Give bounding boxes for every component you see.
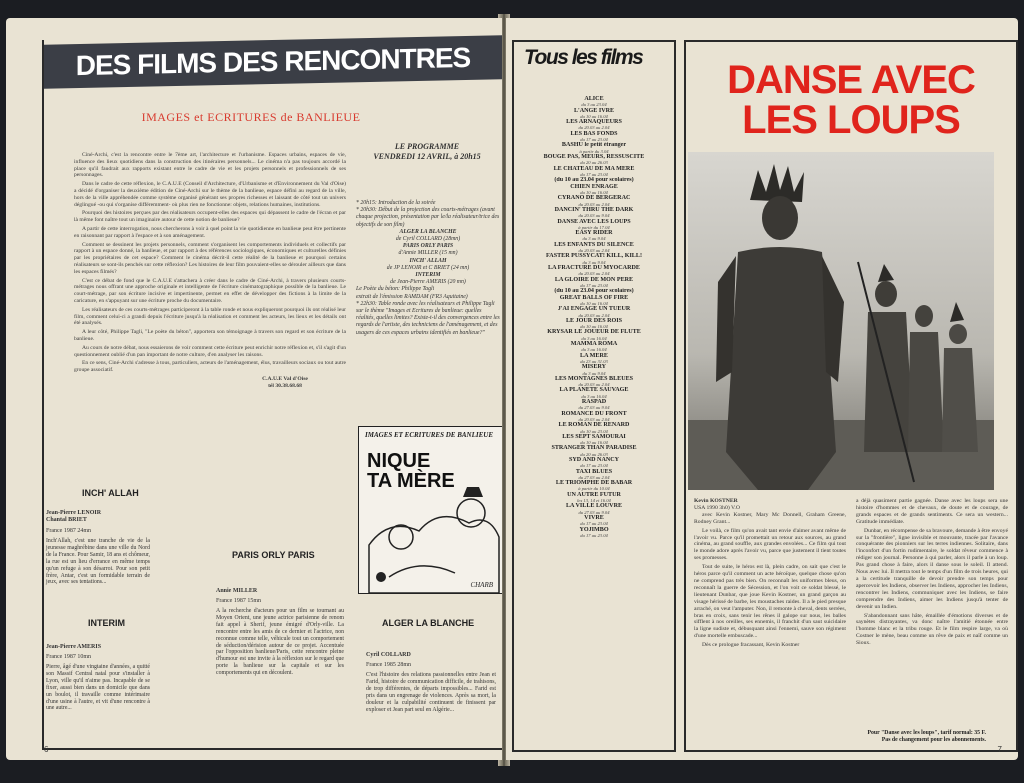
- film-list-title-text: UN AUTRE FUTUR: [567, 491, 621, 498]
- program-line: * 20h15: Introduction de la soirée: [356, 200, 436, 206]
- cartoon-signature: CHARB: [470, 581, 493, 589]
- intro-paragraph: Pourquoi des histoires perçues par des réalisateurs occupent-elles des espaces qui dépassent le cadre de l'écran et par là même font naître tout un imaginaire autour de cette notion de banlieue?: [74, 210, 346, 224]
- film-list-title-text: LE CHATEAU DE MA MERE: [553, 165, 635, 172]
- page-banner-title: DES FILMS DES RENCONTRES: [44, 35, 502, 89]
- film-list-title-text: EASY RIDER: [575, 230, 613, 237]
- film-list-dates: du 20.03 au 2.04: [578, 248, 610, 254]
- film-list-title-text: GREAT BALLS OF FIRE: [559, 294, 629, 301]
- feature-title-line: DANSE AVEC: [727, 58, 975, 102]
- film-list-item: [518, 329, 670, 341]
- film-list-item: [518, 492, 670, 504]
- film-list-item: [518, 353, 670, 365]
- film-description: C'est l'histoire des relations passionnelles entre Jean et Farid, histoire de communication difficile, de trahisons, de trop différentes, de départs impossibles... Farid est pris dans un engrenage de violences. Après sa mort, la douleur et la culpabilité continuent de finissent par exploser et Jean part seul en Algérie...: [366, 672, 496, 713]
- film-list-dates: du 20 au 26.03: [580, 451, 608, 457]
- film-description: A la recherche d'acteurs pour un film se tournant au Moyen Orient, une jeune actrice parisienne de renom fait appel à Sherif, jeune émigré d'Orly-ville. La rencontre entre les amis de ce dernier et l'actrice, non reconnue comme telle, véhicule tout un comportement de séduction/dérision autour de ce projet. Accentuée par l'opposition banlieue/Paris, cette rencontre pleine d'humour est une invite à la réflexion sur le regard que porte la banlieue sur la capitale et sur les comportements qui en découlent.: [216, 608, 344, 677]
- film-list-title-text: LA PLANETE SAUVAGE: [559, 387, 629, 394]
- intro-paragraph: Au cours de notre débat, nous essaierons de voir comment cette écriture peut enrichir notre réflexion et, s'il s'agit d'un questionnement oublié d'un pan important de notre culture, d'en analyser les raisons.: [74, 344, 346, 358]
- film-heading: INTERIM: [88, 618, 125, 628]
- film-list-dates: du 20.03 au 2.04: [578, 201, 610, 207]
- film-list-title-text: CHIEN ENRAGE: [570, 183, 618, 190]
- program-list: [356, 200, 500, 337]
- feature-director: Kevin KOSTNER: [694, 498, 738, 504]
- film-list-dates: du 23 au 31.03: [580, 358, 608, 364]
- program-line: d'Annie MILLER (15 mn): [398, 250, 458, 257]
- film-meta: France 1985 28mn: [366, 662, 411, 668]
- film-list-item: [518, 318, 670, 330]
- intro-paragraph: En ce sens, Ciné-Archi s'adresse à tous, particuliers, acteurs de l'aménagement, élus, travailleurs sociaux ou tout autre groupe associatif.: [74, 360, 346, 374]
- film-list-title-text: RASPAD: [581, 399, 607, 406]
- film-list-dates: du 17 au 23.04: [580, 463, 608, 469]
- price-note: Pour "Danse avec les loups", tarif normal: 35 F.: [867, 730, 986, 736]
- film-list-title-text: DANCIN' THRU THE DARK: [554, 206, 634, 213]
- film-list-item: [518, 480, 670, 492]
- feature-column-2: [856, 498, 1008, 649]
- subscription-note: Pas de changement pour les abonnements.: [881, 737, 986, 743]
- intro-paragraph: Comment se dessinent les projets personnels, comment s'organisent les comportements individuels et collectifs par rapport à un espace donné, la banlieue, et par rapport à des références sociologiques, économiques et culturelles définies par les propriétaires de cet espace? Comment le cinéma décrit-il cette réalité de la banlieue et pourquoi certains réalisateurs se sont-ils penchés sur cette réflexion? Les histoires de leur film pouvaient-elles se dérouler ailleurs que dans les espaces filmés?: [74, 241, 346, 275]
- film-list-dates: du 17 au 23.04: [580, 532, 608, 538]
- film-still-image: [688, 152, 994, 490]
- film-list-item: [518, 177, 670, 184]
- film-list-item: [518, 364, 670, 376]
- film-credits: Jean-Pierre LENOIR Chantal BRIET: [46, 510, 102, 523]
- program-line: Le Poète du béton: Philippe Tagli: [356, 286, 435, 293]
- film-list-dates: du 20.03 au 2.04: [578, 312, 610, 318]
- film-list-item: [518, 288, 670, 295]
- film-list-item: [518, 230, 670, 242]
- signature-phone: tél 30.38.68.68: [268, 382, 302, 389]
- film-list-item: [518, 108, 670, 120]
- intro-paragraph: A partir de cette interrogation, nous chercherons à voir à quel point la vie quotidienne en banlieue peut être pertinente en raisonnant par rapport à l'espace et à son aménagement.: [74, 225, 346, 239]
- film-list-dates: du 17 au 23.04: [580, 171, 608, 177]
- film-list-title-text: LE JOUR DES ROIS: [565, 317, 623, 324]
- film-list-title-text: YOJIMBO: [579, 526, 609, 533]
- film-list-title-text: MISERY: [581, 364, 607, 371]
- film-list-dates: du 20.03 au 2.04: [578, 416, 610, 422]
- film-credits: Cyril COLLARD: [366, 652, 411, 658]
- film-list-title-text: MAMMA ROMA: [570, 341, 618, 348]
- program-line: PARIS ORLY PARIS: [402, 243, 454, 250]
- film-list-item: [518, 434, 670, 446]
- film-list-title-text: KRYSAR LE JOUEUR DE FLUTE: [547, 329, 641, 336]
- film-list-item: [518, 242, 670, 254]
- feature-paragraph: Dunbar, en récompense de sa bravoure, demande à être envoyé sur la "frontière", ligne invisible et mouvante, tracée par l'avance conquérante des pionniers sur les terres indiennes. Solitaire, dans l'inconfort d'un fortin rudimentaire, le soldat rêveur commence à rédiger son journal. Personne à qui parler, alors il parle à un loup. Pas grand chose à faire, alors il danse sous le soleil. Il attend. Nous avec lui. Il mettra tout le temps d'un film de trois heures, qui a la certitude tranquille de devoir prendre son temps pour apercevoir les Indiens, observer les Indiens, approcher les Indiens, rencontrer les Indiens, communiquer avec les Indiens, se faire comprendre des Indiens, aimer les Indiens jusqu'à tenter de devenir un Indien.: [856, 527, 1008, 610]
- film-list-item: [518, 422, 670, 434]
- film-list-item: [518, 207, 670, 219]
- film-list: [518, 96, 670, 538]
- film-meta: France 1987 24mn: [46, 528, 91, 534]
- film-list-title-text: VIVRE: [584, 514, 604, 521]
- film-list-dates: du 27.03 au 2.04: [578, 474, 610, 480]
- cartoon-caption: IMAGES ET ECRITURES DE BANLIEUE: [365, 431, 493, 439]
- intro-paragraph: A leur côté, Philippe Tagli, "Le poète du béton", apportera son témoignage à travers son regard et son écriture de la banlieue.: [74, 329, 346, 342]
- film-list-item: [518, 341, 670, 353]
- film-list-dates: à partir du 17.04: [578, 224, 610, 230]
- left-page: [6, 18, 502, 760]
- film-meta: France 1987 10mn: [46, 654, 91, 660]
- film-list-dates: du 3 au 16.04: [581, 347, 607, 353]
- film-list-item: [518, 503, 670, 515]
- program-line: ALGER LA BLANCHE: [399, 228, 457, 235]
- film-list-item: [518, 96, 670, 108]
- film-list-title-text: BOUGE PAS, MEURS, RESSUSCITE: [543, 153, 645, 160]
- film-description: Pierre, âgé d'une vingtaine d'années, a quitté son Massif Central natal pour s'installer à Lyon, ville qu'il n'aime pas. Incapable de se fixer, aussi bien dans un domicile que dans un boulot, il travaille comme intérimaire d'une usine à l'autre, et vit d'une rencontre à une autre...: [46, 664, 150, 712]
- program-line: * 22h30: Table ronde avec les réalisateurs et Philippe Tagli sur le thème "Images et Ecritures de banlieue: quelles réalités, quelles limites? Existe-t-il des convergences entre les regards de l'artiste, des techniciens de l'aménagement, et des usagers de ces espaces urbains identifiés en banlieue?": [356, 300, 500, 336]
- film-still-photo: [688, 152, 994, 490]
- right-page: [506, 18, 1018, 760]
- film-list-item: [518, 469, 670, 481]
- film-list-dates: du 3 au 9.04: [582, 259, 606, 265]
- feature-title-line: LES LOUPS: [742, 98, 960, 142]
- film-list-title-text: (du 10 au 23.04 pour scolaires): [554, 288, 634, 295]
- film-heading: PARIS ORLY PARIS: [232, 550, 315, 560]
- film-list-title: Tous les films: [524, 46, 643, 69]
- film-list-dates: du 10 au 16.04: [580, 113, 608, 119]
- film-list-title-text: ROMANCE DU FRONT: [561, 410, 627, 417]
- feature-article: [684, 40, 1018, 752]
- film-list-dates: du 17 au 23.04: [580, 137, 608, 143]
- film-list-title-text: SYD AND NANCY: [568, 457, 620, 463]
- feature-title: [686, 60, 1016, 140]
- film-list-dates: du 10 au 16.04: [580, 324, 608, 330]
- film-list-dates: du 20.03 au 9.04: [578, 213, 610, 219]
- film-list-dates: du 3 au 9.04: [582, 370, 606, 376]
- film-list-title-text: LES MONTAGNES BLEUES: [554, 375, 634, 382]
- film-list-item: [518, 277, 670, 289]
- film-list-title-text: TAXI BLUES: [575, 468, 613, 475]
- magazine-spread: [4, 4, 1020, 779]
- film-description: Inch'Allah, c'est une tranche de vie de la jeunesse maghrébine dans une ville du Nord de la France. Pour Samir, 18 ans et chômeur, la rue est un lieu d'errance en même temps qu'un refuge à son désarroi. Pour son petit frère, Antar, c'est un formidable terrain de jeux, avec ses tentations...: [46, 538, 150, 586]
- film-list-dates: du 20.03 au 2.04: [578, 382, 610, 388]
- film-list-item: [518, 399, 670, 411]
- intro-paragraph: Dans le cadre de cette réflexion, le C.A.U.E (Conseil d'Architecture, d'Urbanisme et d'Environnement du Val d'Oise) a décidé d'organiser la deuxième édition de Ciné-Archi sur le thème de la banlieue, espace défini au regard de la ville, hors de la ville appréhendée comme système organisé générant ses propres richesses et laissant de côté tout un univers déglingué -ou qui s'organise différemment- où plus rien ne fonctionne: objets, relations humaines, institutions.: [74, 181, 346, 208]
- film-list-dates: du 3 au 9.04: [582, 236, 606, 242]
- intro-paragraph: Les réalisateurs de ces courts-métrages participeront à la table ronde et nous expliqueront pourquoi ils ont réalisé leur film, comment celui-ci a grandi depuis l'écriture jusqu'à la réalisation et comment les acteurs, les lieux et les détails ont été analysés.: [74, 306, 346, 327]
- film-list-dates: à partir du 10.04: [578, 486, 610, 492]
- film-list-dates: du 10 au 16.04: [580, 440, 608, 446]
- film-list-title-text: LES ARNAQUEURS: [566, 119, 622, 126]
- feature-paragraph: Le voilà, ce film qu'on avait tant envie d'aimer avant même de l'avoir vu. Parce qu'il promettait un retour aux sources, au grand cinéma, au grand souffle, aux grandes envolées... Ce film qui tout le monde adore après l'avoir vu, parce que justement il tient toutes ses promesses.: [694, 527, 846, 562]
- film-list-dates: les 13, 14 et 16.04: [577, 498, 611, 504]
- film-list-item: [518, 515, 670, 527]
- film-heading: ALGER LA BLANCHE: [382, 618, 475, 628]
- film-list-item: [518, 411, 670, 423]
- film-list-title-text: L'ANGE IVRE: [573, 107, 615, 114]
- film-list-item: [518, 119, 670, 131]
- film-list-item: [518, 154, 670, 166]
- cartoon-illustration: [358, 426, 502, 594]
- feature-column-1: [694, 498, 846, 651]
- film-list-dates: du 10 au 16.04: [580, 190, 608, 196]
- film-list-title-text: LES SEPT SAMOURAI: [562, 433, 626, 440]
- film-list-title-text: LES BAS FONDS: [570, 130, 618, 137]
- program-line: extrait de l'émission RAMDAM (FR3 Aquitaine): [356, 293, 468, 300]
- film-list-item: [518, 142, 670, 154]
- film-credits: Annie MILLER: [216, 588, 258, 594]
- film-heading: INCH' ALLAH: [82, 488, 139, 498]
- film-list-dates: à partir du 3.04: [579, 148, 609, 154]
- film-list-dates: du 10 au 16.04: [580, 300, 608, 306]
- intro-paragraph: Ciné-Archi, c'est la rencontre entre le 7ème art, l'architecture et l'urbanisme. Espaces urbains, espaces de vie, influence des lieux quotidiens dans la construction des itinéraires personnels... Le cinéma n'a pas toujours accordé la place qu'il faudrait aux rapports existant entre le cadre de vie et les projets personnels et professionnels de ses personnages.: [74, 152, 346, 179]
- film-list-dates: du 20 au 26.03: [580, 160, 608, 166]
- film-list-dates: du 10 au 23.04: [580, 428, 608, 434]
- film-list-item: [518, 295, 670, 307]
- film-list-box: [512, 40, 676, 752]
- film-list-item: [518, 253, 670, 265]
- program-line: * 20h30: Début de la projection des courts-métrages (avant chaque projection, présentation par le/la réalisateur/trice des objectifs de son film): [356, 207, 500, 228]
- signature-org: C.A.U.E Val d'Oise: [262, 375, 308, 382]
- program-line: INTERIM: [415, 272, 441, 279]
- film-list-title-text: FASTER PUSSYCAT! KILL, KILL!: [546, 253, 642, 260]
- program-line: de Cyril COLLARD (28mn): [395, 236, 461, 243]
- film-list-dates: du 3 au 23.04: [581, 102, 607, 108]
- feature-paragraph: Dès ce prologue fracassant, Kevin Kostner: [702, 642, 800, 649]
- film-list-item: [518, 131, 670, 143]
- cartoon-graffiti: NIQUE TA MÈRE: [367, 450, 455, 492]
- film-list-dates: du 27.03 au 9.04: [578, 405, 610, 411]
- feature-paragraph: S'abandonnant sans hâte, émaillée d'émotions diverses et de saynètes distrayantes, va donc naître l'amitié étonnée entre l'homme blanc et la tribu rouge. Et le film respire large, va où Costner le mène, beau comme un rêve de paix et naïf comme un Sioux.: [856, 612, 1008, 647]
- feature-paragraph: a déjà quasiment partie gagnée. Danse avec les loups sera une histoire d'hommes et de chevaux, de doute et de courage, de grands espaces et de grands sentiments. Ce sera un western... Gratitude immédiate.: [856, 498, 1008, 525]
- page-number: 6: [44, 745, 49, 754]
- film-list-dates: du 3 au 16.04: [581, 393, 607, 399]
- feature-meta: USA 1990 3h0) V.O: [694, 504, 740, 511]
- section-subtitle: IMAGES et ECRITURES de BANLIEUE: [141, 110, 361, 124]
- film-credits: Jean-Pierre AMERIS: [46, 644, 102, 650]
- film-list-dates: du 17 au 23.04: [580, 521, 608, 527]
- film-list-title-text: J'AI ENGAGE UN TUEUR: [557, 306, 631, 313]
- film-list-item: [518, 387, 670, 399]
- intro-paragraph: C'est ce débat de fond que le C.A.U.E s'attachera à créer dans le cadre de Ciné-Archi, à travers plusieurs courts-métrages nous offrant une approche originale et intelligente de l'écriture cinématographique possible de la banlieue. Le court-métrage, par son écriture incisive et impertinente, permet en effet de développer des fictions à la limite de la caricature, en s'appuyant sur une écriture proche du documentaire.: [74, 277, 346, 304]
- film-list-dates: du 27.03 au 9.04: [578, 509, 610, 515]
- intro-article: [74, 152, 346, 390]
- film-list-dates: du 17 au 23.04: [580, 282, 608, 288]
- film-list-title-text: LA VILLE LOUVRE: [565, 503, 623, 510]
- film-list-title-text: CYRANO DE BERGERAC: [557, 195, 631, 202]
- film-list-title-text: LE TRIOMPHE DE BABAR: [555, 480, 633, 487]
- film-list-title-text: STRANGER THAN PARADISE: [551, 445, 637, 452]
- program-line: de JP LENOIR et C BRIET (24 mn): [386, 264, 470, 271]
- program-date: VENDREDI 12 AVRIL, à 20h15: [373, 152, 481, 161]
- film-list-item: [518, 527, 670, 539]
- film-list-title-text: LA MERE: [580, 352, 608, 359]
- film-list-title-text: LES ENFANTS DU SILENCE: [554, 241, 634, 248]
- film-list-title-text: LE ROMAN DE RENARD: [558, 422, 630, 429]
- film-list-dates: du 20.03 au 2.04: [578, 125, 610, 131]
- film-list-item: [518, 265, 670, 277]
- film-list-item: [518, 184, 670, 196]
- program-title: LE PROGRAMME: [394, 142, 460, 151]
- film-list-item: [518, 219, 670, 231]
- film-list-title-text: ALICE: [584, 96, 604, 102]
- film-list-item: [518, 376, 670, 388]
- film-list-title-text: (du 10 au 23.04 pour scolaires): [554, 177, 634, 184]
- film-list-item: [518, 166, 670, 178]
- film-list-item: [518, 306, 670, 318]
- film-list-title-text: LA FRACTURE DU MYOCARDE: [548, 264, 640, 271]
- film-list-item: [518, 195, 670, 207]
- film-list-title-text: LA GLOIRE DE MON PERE: [554, 276, 634, 283]
- film-list-item: [518, 445, 670, 457]
- film-list-title-text: DANSE AVEC LES LOUPS: [557, 218, 631, 225]
- film-list-title-text: BASHU le petit étranger: [561, 142, 627, 149]
- page-number: 7: [997, 745, 1002, 754]
- feature-paragraph: Tout de suite, le héros est là, plein cadre, on sait que c'est le héros parce qu'il comment un acte héroïque, quelque chose qu'on ne comprend pas très bien. On reconnaît les uniformes bleus, on reconnaît la guerre de Sécession, et l'on voit ce soldat blessé, le lieutenant Dunbar, que joue Kevin Kostner, un grand garçon au visage hérissé de barbe, les moustaches raides. Il a le pied presque arraché, on veut l'amputer. Non, il remonte à cheval, dents serrées, bras en croix, sans tenir les rênes il galope sur nous, les balles sifflent à nos oreilles, ses ennemis, il franchit d'un saut suicidaire la ligne sudiste et, débusquant ainsi l'ennemi, sauve son régiment d'une mortelle embuscade...: [694, 564, 846, 640]
- film-list-item: [518, 457, 670, 469]
- film-list-dates: du 20.03 au 2.04: [578, 271, 610, 277]
- film-list-dates: du 3 au 16.04: [581, 335, 607, 341]
- program-line: de Jean-Pierre AMERIS (20 mn): [390, 279, 466, 286]
- program-line: INCH' ALLAH: [409, 257, 447, 264]
- film-meta: France 1987 15mn: [216, 598, 261, 604]
- price-footer: [867, 730, 986, 744]
- feature-paragraph: avec Kevin Kostner, Mary Mc Donnell, Graham Greene, Rodney Grant...: [694, 511, 846, 525]
